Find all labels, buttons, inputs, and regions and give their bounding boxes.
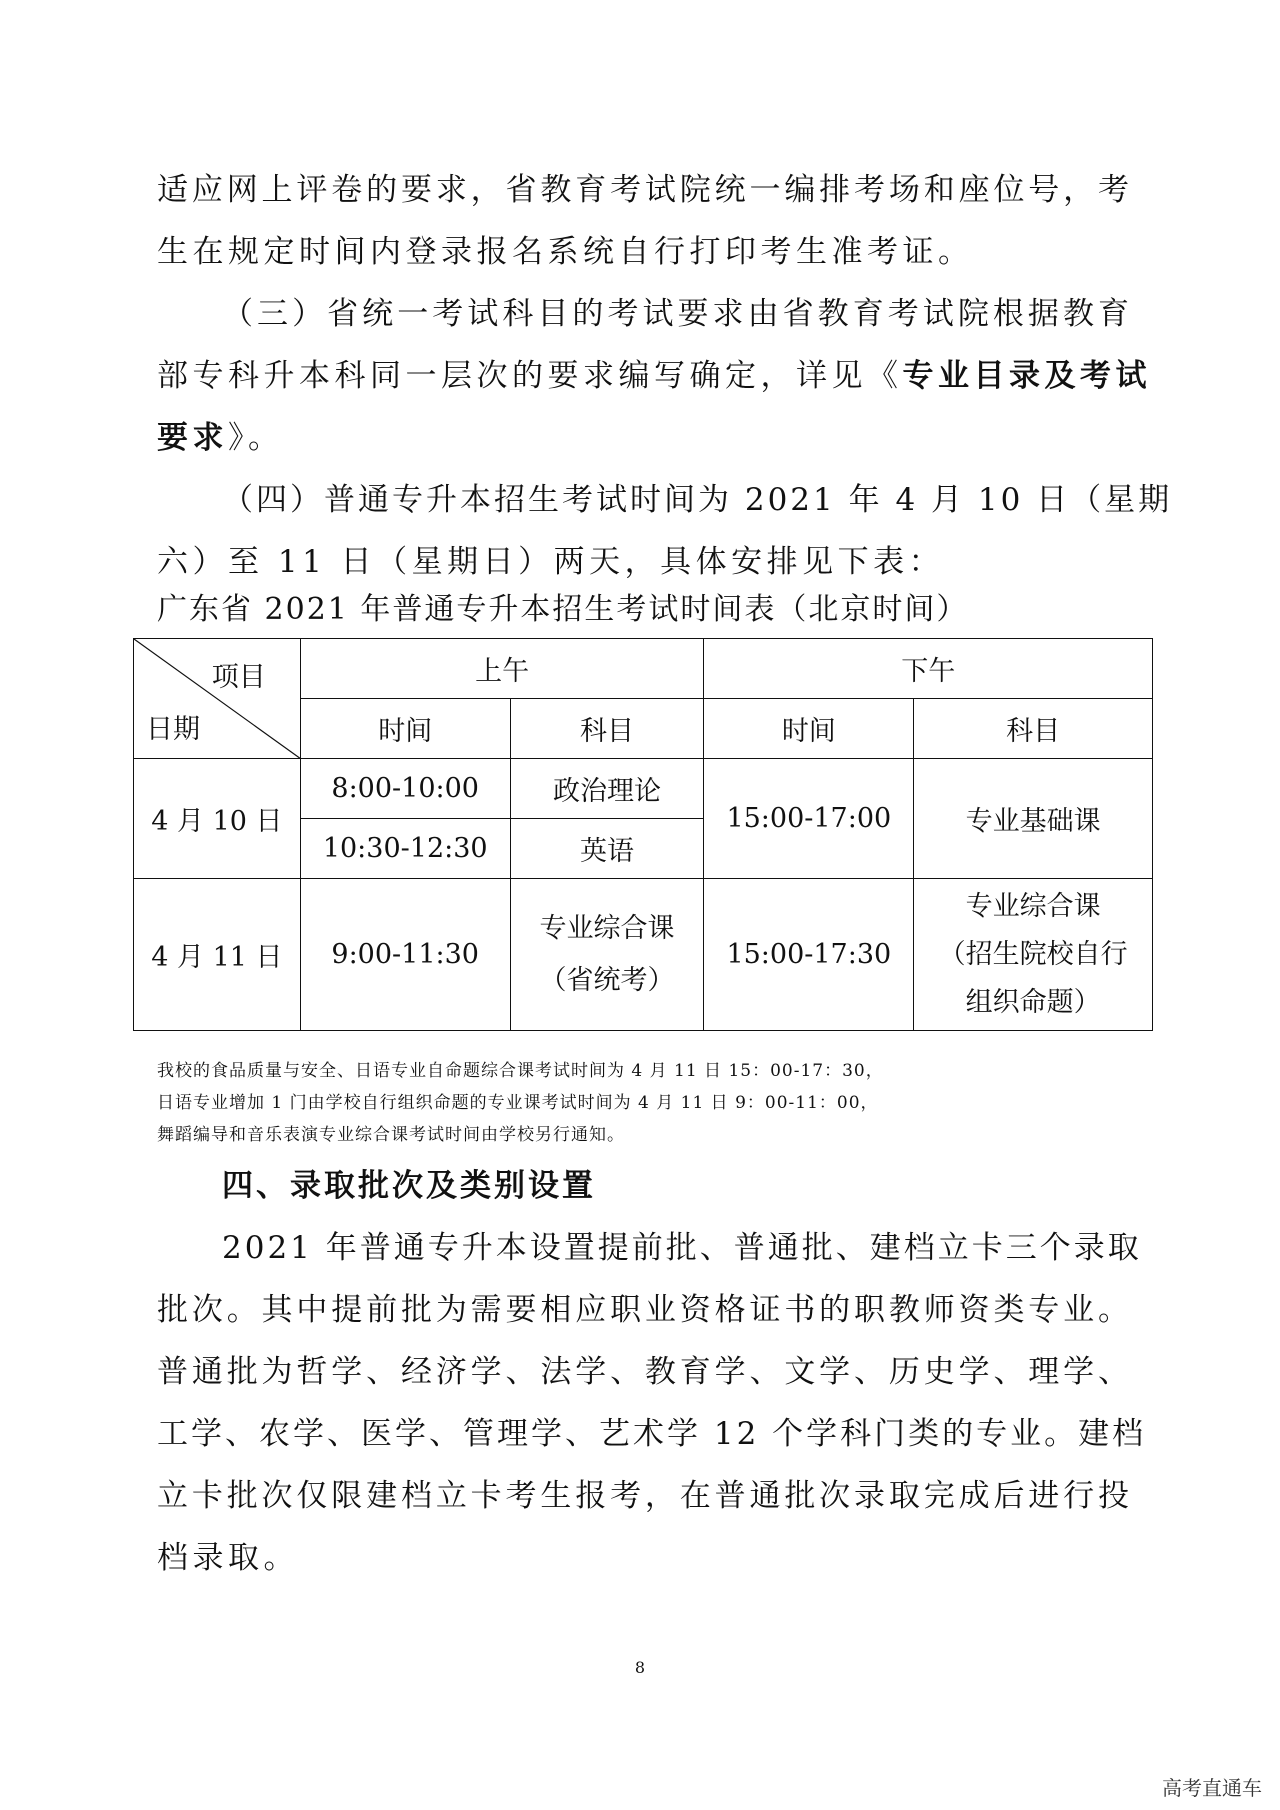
header-time: 时间	[300, 699, 510, 759]
subject-line: （招生院校自行	[938, 938, 1128, 970]
page-number: 8	[634, 1658, 646, 1677]
paragraph-line: （三）省统一考试科目的考试要求由省教育考试院根据教育	[222, 296, 1132, 332]
subject-line: 组织命题）	[965, 986, 1101, 1018]
corner-label-date: 日期	[146, 714, 200, 745]
table-corner-cell	[134, 639, 301, 759]
paragraph-line: 六）至 11 日（星期日）两天，具体安排见下表：	[157, 544, 945, 580]
table-note: 我校的食品质量与安全、日语专业自命题综合课考试时间为 4 月 11 日 15：00-17：30，	[157, 1061, 884, 1081]
paragraph-line: 2021 年普通专升本设置提前批、普通批、建档立卡三个录取	[222, 1230, 1142, 1266]
subject-cell: 专业基础课	[914, 759, 1153, 879]
paragraph-line: 工学、农学、医学、管理学、艺术学 12 个学科门类的专业。建档	[157, 1416, 1147, 1452]
time-cell: 15:00-17:30	[704, 879, 914, 1031]
document-title-reference: 要求	[157, 420, 228, 456]
paragraph-line: 批次。其中提前批为需要相应职业资格证书的职教师资类专业。	[157, 1292, 1132, 1328]
date-cell: 4 月 11 日	[134, 879, 301, 1031]
paragraph-text: 部专科升本科同一层次的要求编写确定，详见《	[157, 358, 903, 394]
header-morning: 上午	[300, 639, 704, 699]
section-heading: 四、录取批次及类别设置	[222, 1168, 596, 1204]
time-cell: 9:00-11:30	[300, 879, 510, 1031]
table-row	[134, 879, 1153, 1031]
date-cell: 4 月 10 日	[134, 759, 301, 879]
paragraph-line: 生在规定时间内登录报名系统自行打印考生准考证。	[157, 234, 974, 270]
time-cell: 10:30-12:30	[300, 819, 510, 879]
table-row	[134, 759, 1153, 819]
time-cell: 8:00-10:00	[300, 759, 510, 819]
subject-cell	[914, 879, 1153, 1031]
exam-schedule-table	[133, 638, 1153, 1031]
document-title-reference: 专业目录及考试	[902, 358, 1151, 394]
table-caption: 广东省 2021 年普通专升本招生考试时间表（北京时间）	[157, 592, 969, 627]
header-subject: 科目	[510, 699, 704, 759]
corner-label-item: 项目	[211, 662, 266, 693]
header-subject: 科目	[914, 699, 1153, 759]
paragraph-line	[157, 418, 1132, 458]
paragraph-line	[157, 356, 1151, 396]
watermark-text: 高考直通车	[1162, 1776, 1262, 1800]
subject-line: （省统考）	[539, 964, 675, 996]
header-time: 时间	[704, 699, 914, 759]
paragraph-text: 》。	[228, 420, 284, 456]
paragraph-line: （四）普通专升本招生考试时间为 2021 年 4 月 10 日（星期	[222, 482, 1173, 518]
table-note: 舞蹈编导和音乐表演专业综合课考试时间由学校另行通知。	[157, 1125, 625, 1145]
paragraph-line: 适应网上评卷的要求，省教育考试院统一编排考场和座位号，考	[157, 172, 1132, 208]
time-cell: 15:00-17:00	[704, 759, 914, 879]
subject-line: 专业综合课	[965, 890, 1101, 922]
paragraph-line: 档录取。	[157, 1540, 299, 1576]
table-note: 日语专业增加 1 门由学校自行组织命题的专业课考试时间为 4 月 11 日 9：00-11：00，	[157, 1093, 879, 1113]
subject-line: 专业综合课	[539, 912, 675, 944]
subject-cell: 政治理论	[510, 759, 704, 819]
paragraph-line: 普通批为哲学、经济学、法学、教育学、文学、历史学、理学、	[157, 1354, 1132, 1390]
header-afternoon: 下午	[704, 639, 1153, 699]
subject-cell: 英语	[510, 819, 704, 879]
paragraph-line: 立卡批次仅限建档立卡考生报考，在普通批次录取完成后进行投	[157, 1478, 1132, 1514]
subject-cell	[510, 879, 704, 1031]
